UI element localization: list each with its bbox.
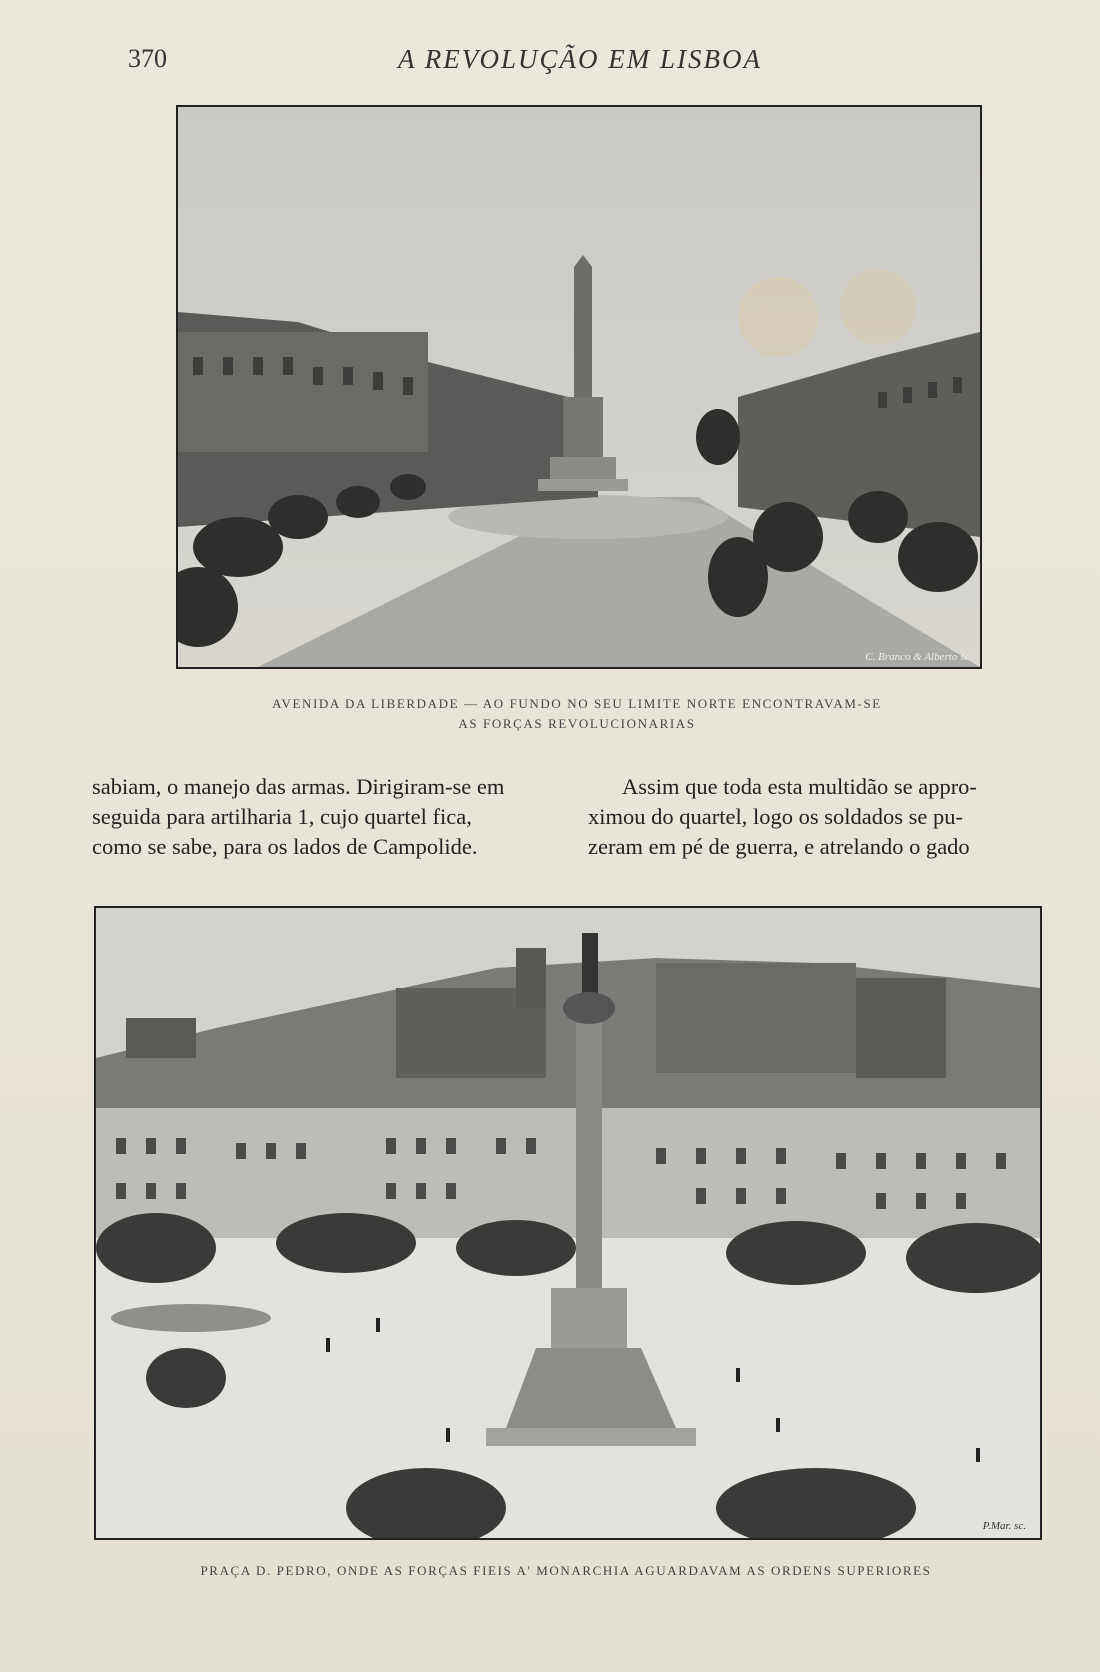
engraver-credit: P.Mar. sc.	[982, 1520, 1026, 1532]
text-line: Assim que toda esta multidão se appro-	[622, 774, 977, 799]
running-title: A REVOLUÇÃO EM LISBOA	[398, 44, 762, 74]
engraver-credit: C. Branco & Alberto sc.	[865, 651, 972, 663]
praca-d-pedro-photo	[94, 906, 1042, 1540]
text-line: sabiam, o manejo das armas. Dirigiram-se em	[92, 774, 505, 799]
text-line: ximou do quartel, logo os soldados se pu-	[588, 804, 963, 829]
caption-line: AVENIDA DA LIBERDADE — AO FUNDO NO SEU LIMITE NORTE ENCONTRAVAM-SE	[272, 696, 882, 711]
text-column-left	[92, 772, 548, 862]
page-number: 370	[128, 44, 167, 73]
text-line: seguida para artilharia 1, cujo quartel fica,	[92, 804, 472, 829]
text-line: como se sabe, para os lados de Campolide.	[92, 834, 478, 859]
figure-caption-1	[176, 694, 978, 734]
avenida-liberdade-image	[178, 107, 980, 667]
praca-d-pedro-image	[96, 908, 1040, 1538]
text-line: zeram em pé de guerra, e atrelando o gado	[588, 834, 970, 859]
caption-line: AS FORÇAS REVOLUCIONARIAS	[458, 716, 696, 731]
avenida-liberdade-photo	[176, 105, 982, 669]
text-column-right	[588, 772, 1053, 862]
figure-caption-2: PRAÇA D. PEDRO, ONDE AS FORÇAS FIEIS A' MONARCHIA AGUARDAVAM AS ORDENS SUPERIORES	[200, 1563, 932, 1578]
